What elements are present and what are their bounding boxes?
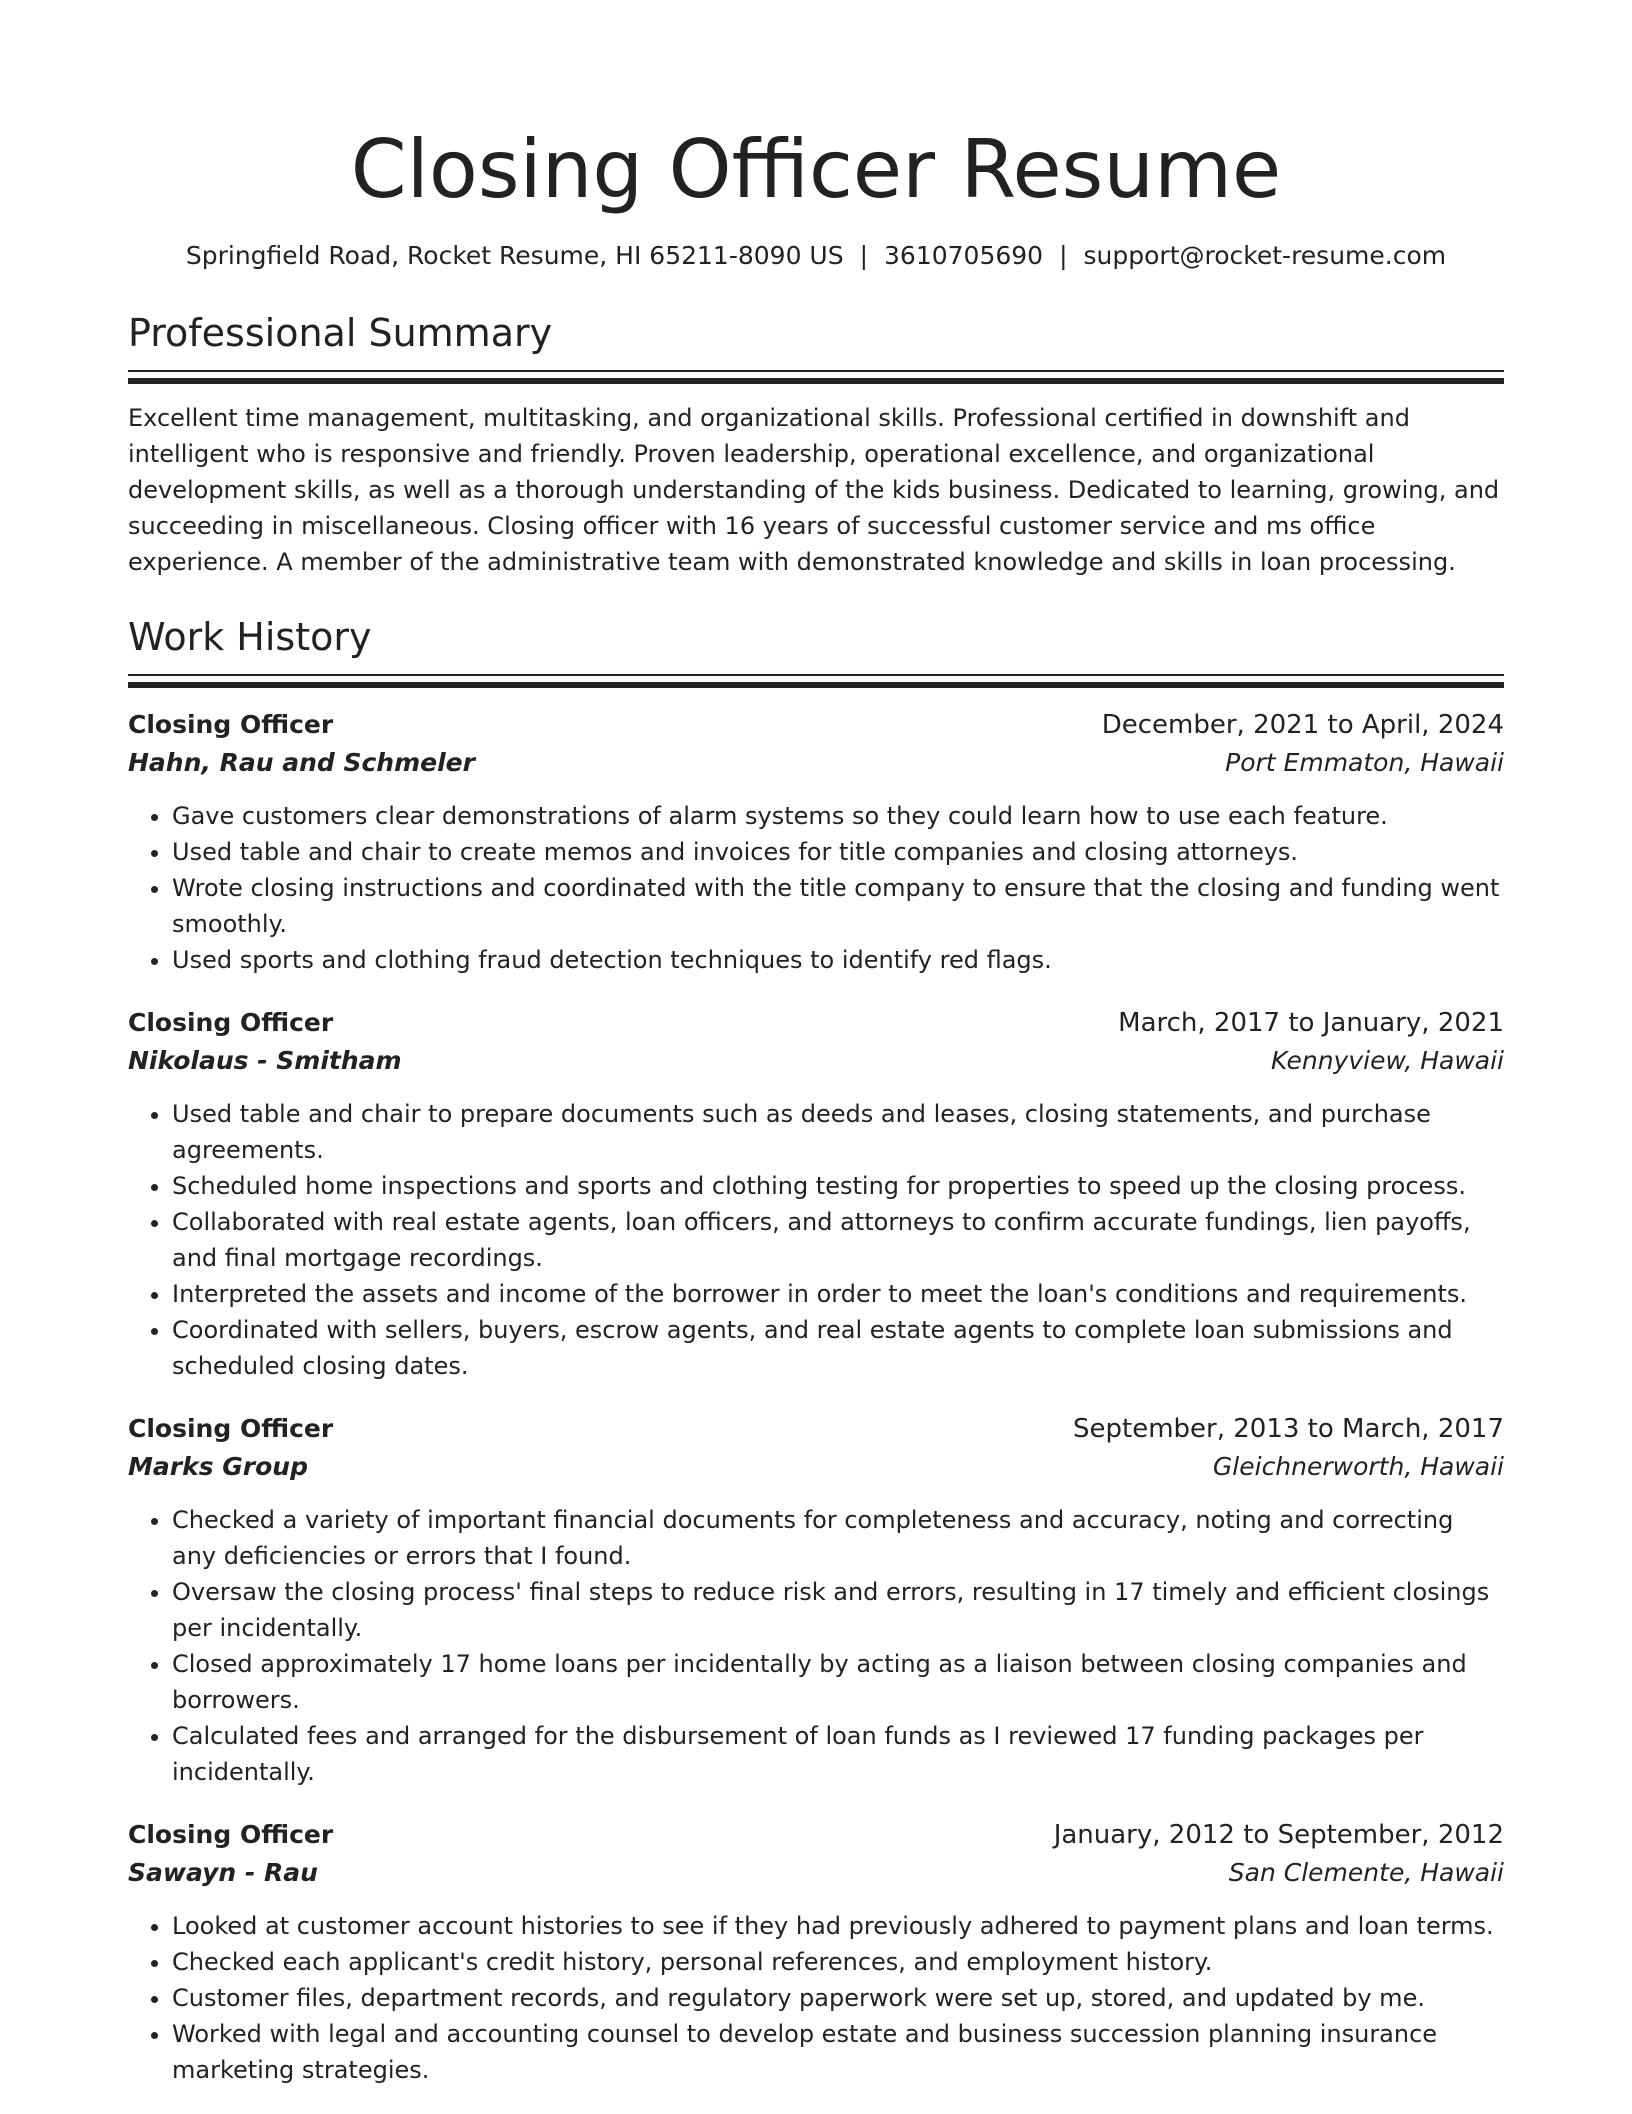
job-company: Hahn, Rau and Schmeler: [128, 748, 475, 777]
job-bullet: • Checked each applicant's credit history, personal references, and employment history.: [172, 1944, 1504, 1980]
contact-phone: 3610705690: [884, 241, 1044, 270]
job-bullet-list: [128, 1502, 1504, 1790]
job-dates: January, 2012 to September, 2012: [1053, 1820, 1504, 1850]
job-bullet-list: [128, 798, 1504, 978]
section-heading-summary: Professional Summary: [128, 311, 553, 355]
job-location: Gleichnerworth, Hawaii: [1212, 1452, 1504, 1481]
work-history-section: [128, 612, 1504, 2088]
job-company-row: [128, 744, 1504, 782]
section-rule-thin: [128, 370, 1504, 372]
section-heading-work: Work History: [128, 615, 372, 659]
job-header-row: [128, 1410, 1504, 1448]
contact-address: Springfield Road, Rocket Resume, HI 65211-8090 US: [185, 241, 844, 270]
job-dates: September, 2013 to March, 2017: [1073, 1414, 1504, 1444]
job-dates: March, 2017 to January, 2021: [1118, 1008, 1504, 1038]
summary-paragraph: Excellent time management, multitasking, and organizational skills. Professional certified in downshift and intelligent who is responsive and friendly. Proven leadership, operational excellence, and organizational development skills, as well as a thorough understanding of the kids business. Dedicated to learning, growing, and succeeding in miscellaneous. Closing officer with 16 years of successful customer service and ms office experience. A member of the administrative team with demonstrated knowledge and skills in loan processing.: [128, 404, 1500, 576]
job-header-row: [128, 1816, 1504, 1854]
job-location: San Clemente, Hawaii: [1228, 1858, 1504, 1887]
resume-title: Closing Officer Resume: [350, 123, 1282, 216]
contact-separator: |: [1059, 241, 1068, 270]
job-bullet: • Scheduled home inspections and sports and clothing testing for properties to speed up the closing process.: [172, 1168, 1504, 1204]
job-entry: [128, 1410, 1504, 1790]
job-company: Marks Group: [128, 1452, 309, 1481]
job-title: Closing Officer: [128, 1008, 334, 1037]
job-bullet: • Customer files, department records, and regulatory paperwork were set up, stored, and updated by me.: [172, 1980, 1504, 2016]
job-bullet: • Gave customers clear demonstrations of alarm systems so they could learn how to use each feature.: [172, 798, 1504, 834]
job-location: Kennyview, Hawaii: [1270, 1046, 1504, 1075]
job-title: Closing Officer: [128, 710, 334, 739]
job-bullet: • Used table and chair to create memos and invoices for title companies and closing attorneys.: [172, 834, 1504, 870]
job-bullet: • Looked at customer account histories to see if they had previously adhered to payment plans and loan terms.: [172, 1908, 1504, 1944]
contact-email[interactable]: support@rocket-resume.com: [1083, 241, 1447, 270]
job-location: Port Emmaton, Hawaii: [1225, 748, 1504, 777]
job-header-row: [128, 706, 1504, 744]
job-entry: [128, 1004, 1504, 1384]
job-company-row: [128, 1448, 1504, 1486]
job-bullet: • Oversaw the closing process' final steps to reduce risk and errors, resulting in 17 timely and efficient closings per incidentally.: [172, 1574, 1504, 1646]
job-list: [128, 706, 1504, 2088]
job-bullet-list: [128, 1096, 1504, 1384]
section-rule-thick: [128, 682, 1504, 688]
job-entry: [128, 1816, 1504, 2088]
job-bullet: • Worked with legal and accounting counsel to develop estate and business succession planning insurance marketing strategies.: [172, 2016, 1504, 2088]
section-rule-thick: [128, 378, 1504, 384]
contact-separator: |: [859, 241, 869, 270]
job-bullet: • Wrote closing instructions and coordinated with the title company to ensure that the closing and funding went smoothly.: [172, 870, 1504, 942]
job-company-row: [128, 1854, 1504, 1892]
job-bullet: • Calculated fees and arranged for the disbursement of loan funds as I reviewed 17 funding packages per incidentally.: [172, 1718, 1504, 1790]
job-title: Closing Officer: [128, 1820, 334, 1849]
job-dates: December, 2021 to April, 2024: [1101, 710, 1504, 740]
job-header-row: [128, 1004, 1504, 1042]
job-title: Closing Officer: [128, 1414, 334, 1443]
job-bullet: • Closed approximately 17 home loans per incidentally by acting as a liaison between closing companies and borrowers.: [172, 1646, 1504, 1718]
job-bullet: • Used table and chair to prepare documents such as deeds and leases, closing statements, and purchase agreements.: [172, 1096, 1504, 1168]
resume-content: [128, 118, 1504, 2114]
job-bullet-list: [128, 1908, 1504, 2088]
professional-summary-section: [128, 308, 1504, 580]
job-company: Nikolaus - Smitham: [128, 1046, 402, 1075]
job-bullet: • Collaborated with real estate agents, loan officers, and attorneys to confirm accurate fundings, lien payoffs, and final mortgage recordings.: [172, 1204, 1504, 1276]
job-company: Sawayn - Rau: [128, 1858, 318, 1887]
job-company-row: [128, 1042, 1504, 1080]
job-bullet: • Used sports and clothing fraud detection techniques to identify red flags.: [172, 942, 1504, 978]
contact-line: [128, 238, 1504, 274]
job-bullet: • Interpreted the assets and income of the borrower in order to meet the loan's conditions and requirements.: [172, 1276, 1504, 1312]
job-entry: [128, 706, 1504, 978]
job-bullet: • Coordinated with sellers, buyers, escrow agents, and real estate agents to complete loan submissions and scheduled closing dates.: [172, 1312, 1504, 1384]
section-rule-thin: [128, 674, 1504, 676]
job-bullet: • Checked a variety of important financial documents for completeness and accuracy, noting and correcting any deficiencies or errors that I found.: [172, 1502, 1504, 1574]
